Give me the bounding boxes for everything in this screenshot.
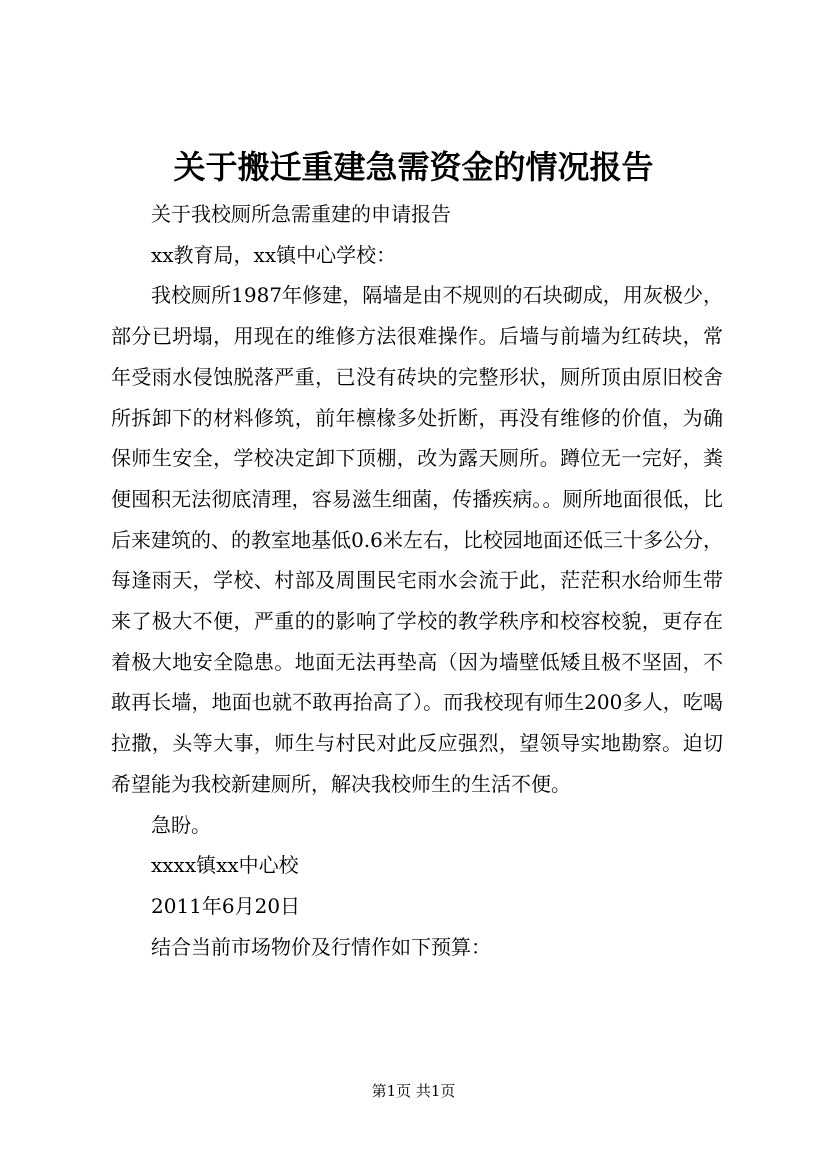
paragraph-date: 2011年6月20日 (151, 893, 301, 918)
paragraph-sender: xxxx镇xx中心校 (151, 853, 299, 878)
paragraph-budget-intro: 结合当前市场物价及行情作如下预算： (151, 934, 491, 959)
page-footer (0, 1080, 827, 1102)
document-body (111, 194, 723, 967)
paragraph-closing: 急盼。 (151, 812, 211, 837)
document-title: 关于搬迁重建急需资金的情况报告 (173, 148, 654, 186)
page-number-label: 第1页 共1页 (371, 1082, 456, 1100)
paragraph-addressee: xx教育局，xx镇中心学校： (151, 242, 397, 267)
paragraph-subject: 关于我校厕所急需重建的申请报告 (151, 202, 451, 226)
paragraph-main: 我校厕所1987年修建，隔墙是由不规则的石块砌成，用灰极少，部分已坍塌，用现在的维修方法很难操作。后墙与前墙为红砖块，常年受雨水侵蚀脱落严重，已没有砖块的完整形状，厕所顶由原旧校舍所拆卸下的材料修筑，前年檩椽多处折断，再没有维修的价值，为确保师生安全，学校决定卸下顶棚，改为露天厕所。蹲位无一完好，粪便囤积无法彻底清理，容易滋生细菌，传播疾病。。厕所地面很低，比后来建筑的、的教室地基低0.6米左右，比校园地面还低三十多公分，每逢雨天，学校、村部及周围民宅雨水会流于此，茫茫积水给师生带来了极大不便，严重的的影响了学校的教学秩序和校容校貌，更存在着极大地安全隐患。地面无法再垫高（因为墙壁低矮且极不坚固，不敢再长墙，地面也就不敢再抬高了）。而我校现有师生200多人，吃喝拉撒，头等大事，师生与村民对此反应强烈，望领导实地勘察。迫切希望能为我校新建厕所，解决我校师生的生活不便。 (111, 283, 723, 796)
